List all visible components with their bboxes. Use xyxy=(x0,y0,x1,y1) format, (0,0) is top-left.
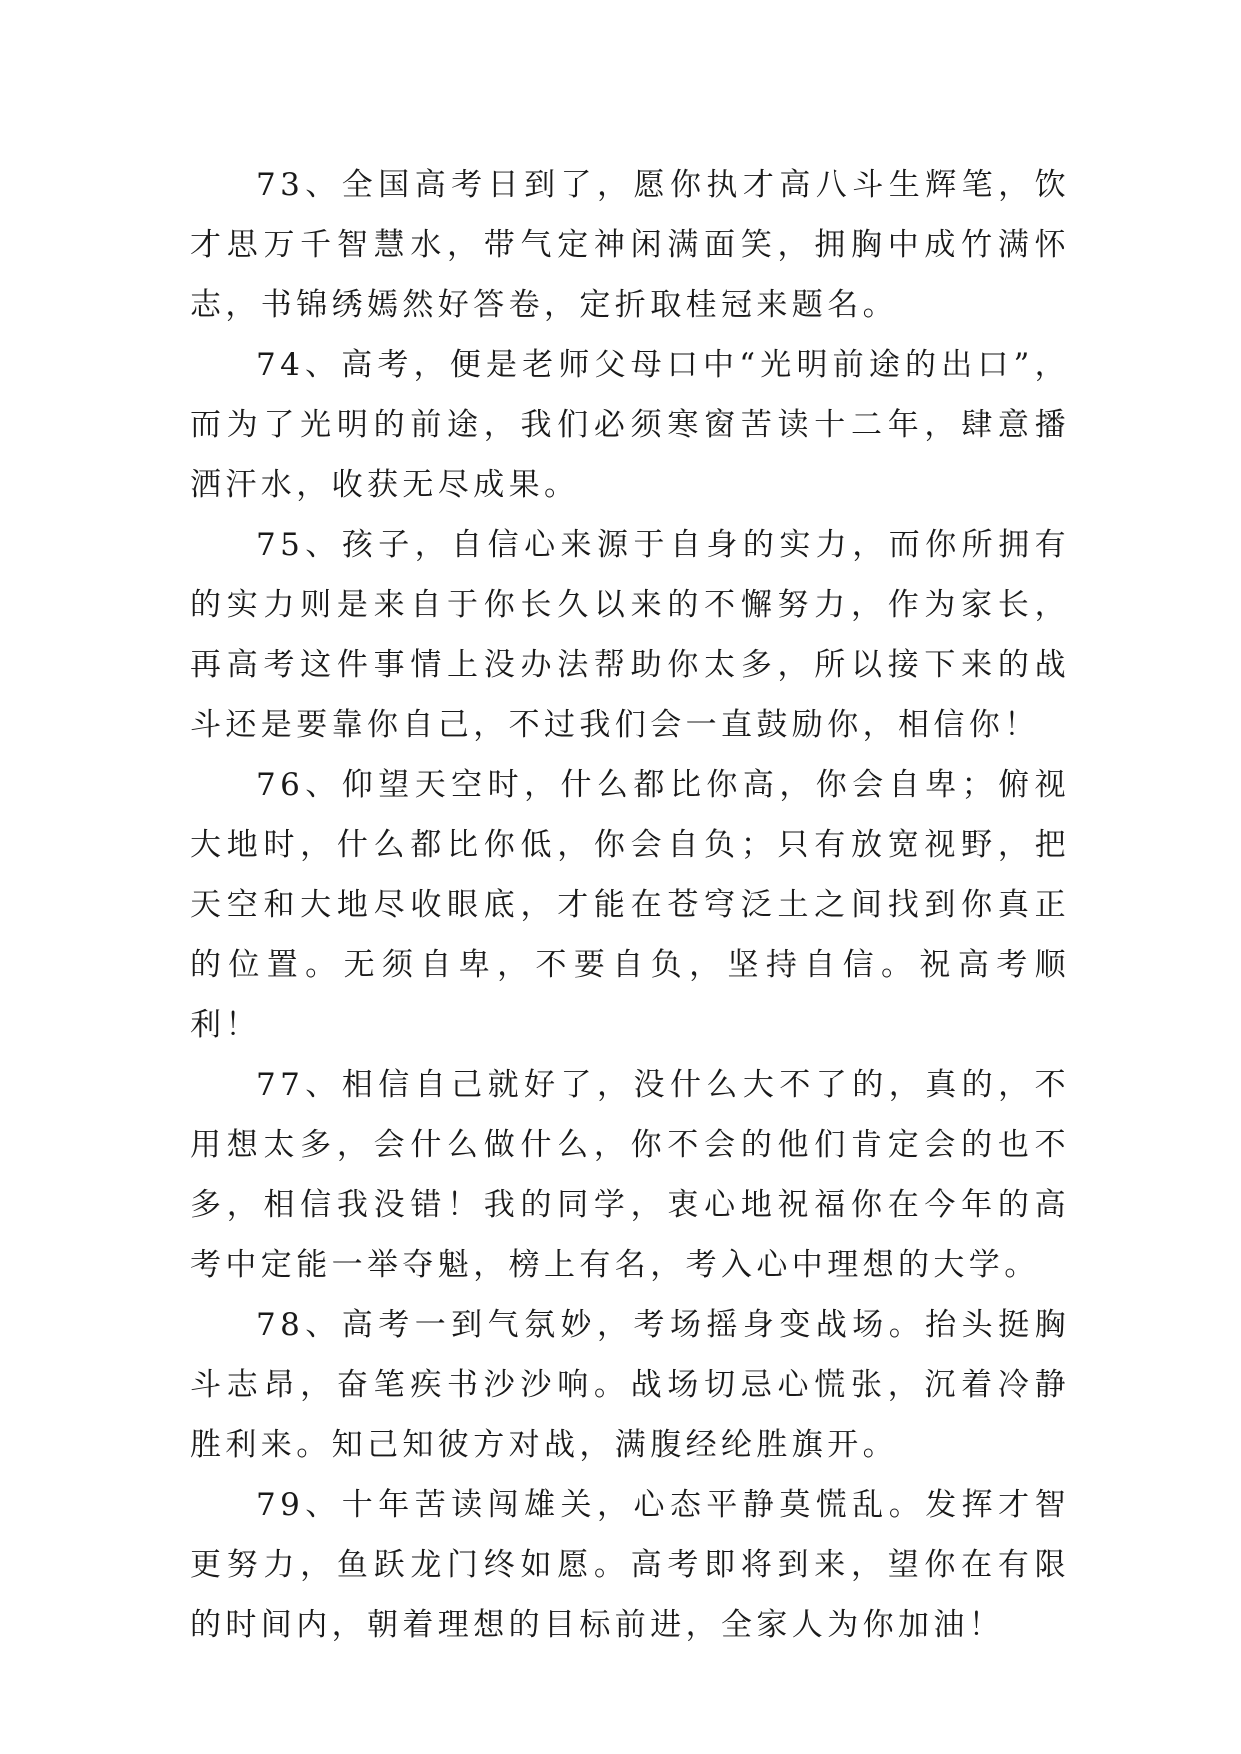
paragraph-78: 78、高考一到气氛妙，考场摇身变战场。抬头挺胸斗志昂，奋笔疾书沙沙响。战场切忌心慌张，沉着冷静胜利来。知己知彼方对战，满腹经纶胜旗开。 xyxy=(190,1307,1070,1463)
paragraph-73: 73、全国高考日到了，愿你执才高八斗生辉笔，饮才思万千智慧水，带气定神闲满面笑，拥胸中成竹满怀志，书锦绣嫣然好答卷，定折取桂冠来题名。 xyxy=(190,167,1070,323)
paragraph-76: 76、仰望天空时，什么都比你高，你会自卑；俯视大地时，什么都比你低，你会自负；只有放宽视野，把天空和大地尽收眼底，才能在苍穹泛土之间找到你真正的位置。无须自卑，不要自负，坚持自信。祝高考顺利！ xyxy=(190,767,1070,1043)
document-body xyxy=(190,155,1070,1655)
paragraph-79: 79、十年苦读闯雄关，心态平静莫慌乱。发挥才智更努力，鱼跃龙门终如愿。高考即将到来，望你在有限的时间内，朝着理想的目标前进，全家人为你加油！ xyxy=(190,1487,1070,1643)
paragraph-74: 74、高考，便是老师父母口中“光明前途的出口”，而为了光明的前途，我们必须寒窗苦读十二年，肆意播洒汗水，收获无尽成果。 xyxy=(190,347,1070,503)
paragraph-77: 77、相信自己就好了，没什么大不了的，真的，不用想太多，会什么做什么，你不会的他们肯定会的也不多，相信我没错！我的同学，衷心地祝福你在今年的高考中定能一举夺魁，榜上有名，考入心中理想的大学。 xyxy=(190,1067,1070,1283)
paragraph-75: 75、孩子，自信心来源于自身的实力，而你所拥有的实力则是来自于你长久以来的不懈努力，作为家长，再高考这件事情上没办法帮助你太多，所以接下来的战斗还是要靠你自己，不过我们会一直鼓励你，相信你！ xyxy=(190,527,1070,743)
